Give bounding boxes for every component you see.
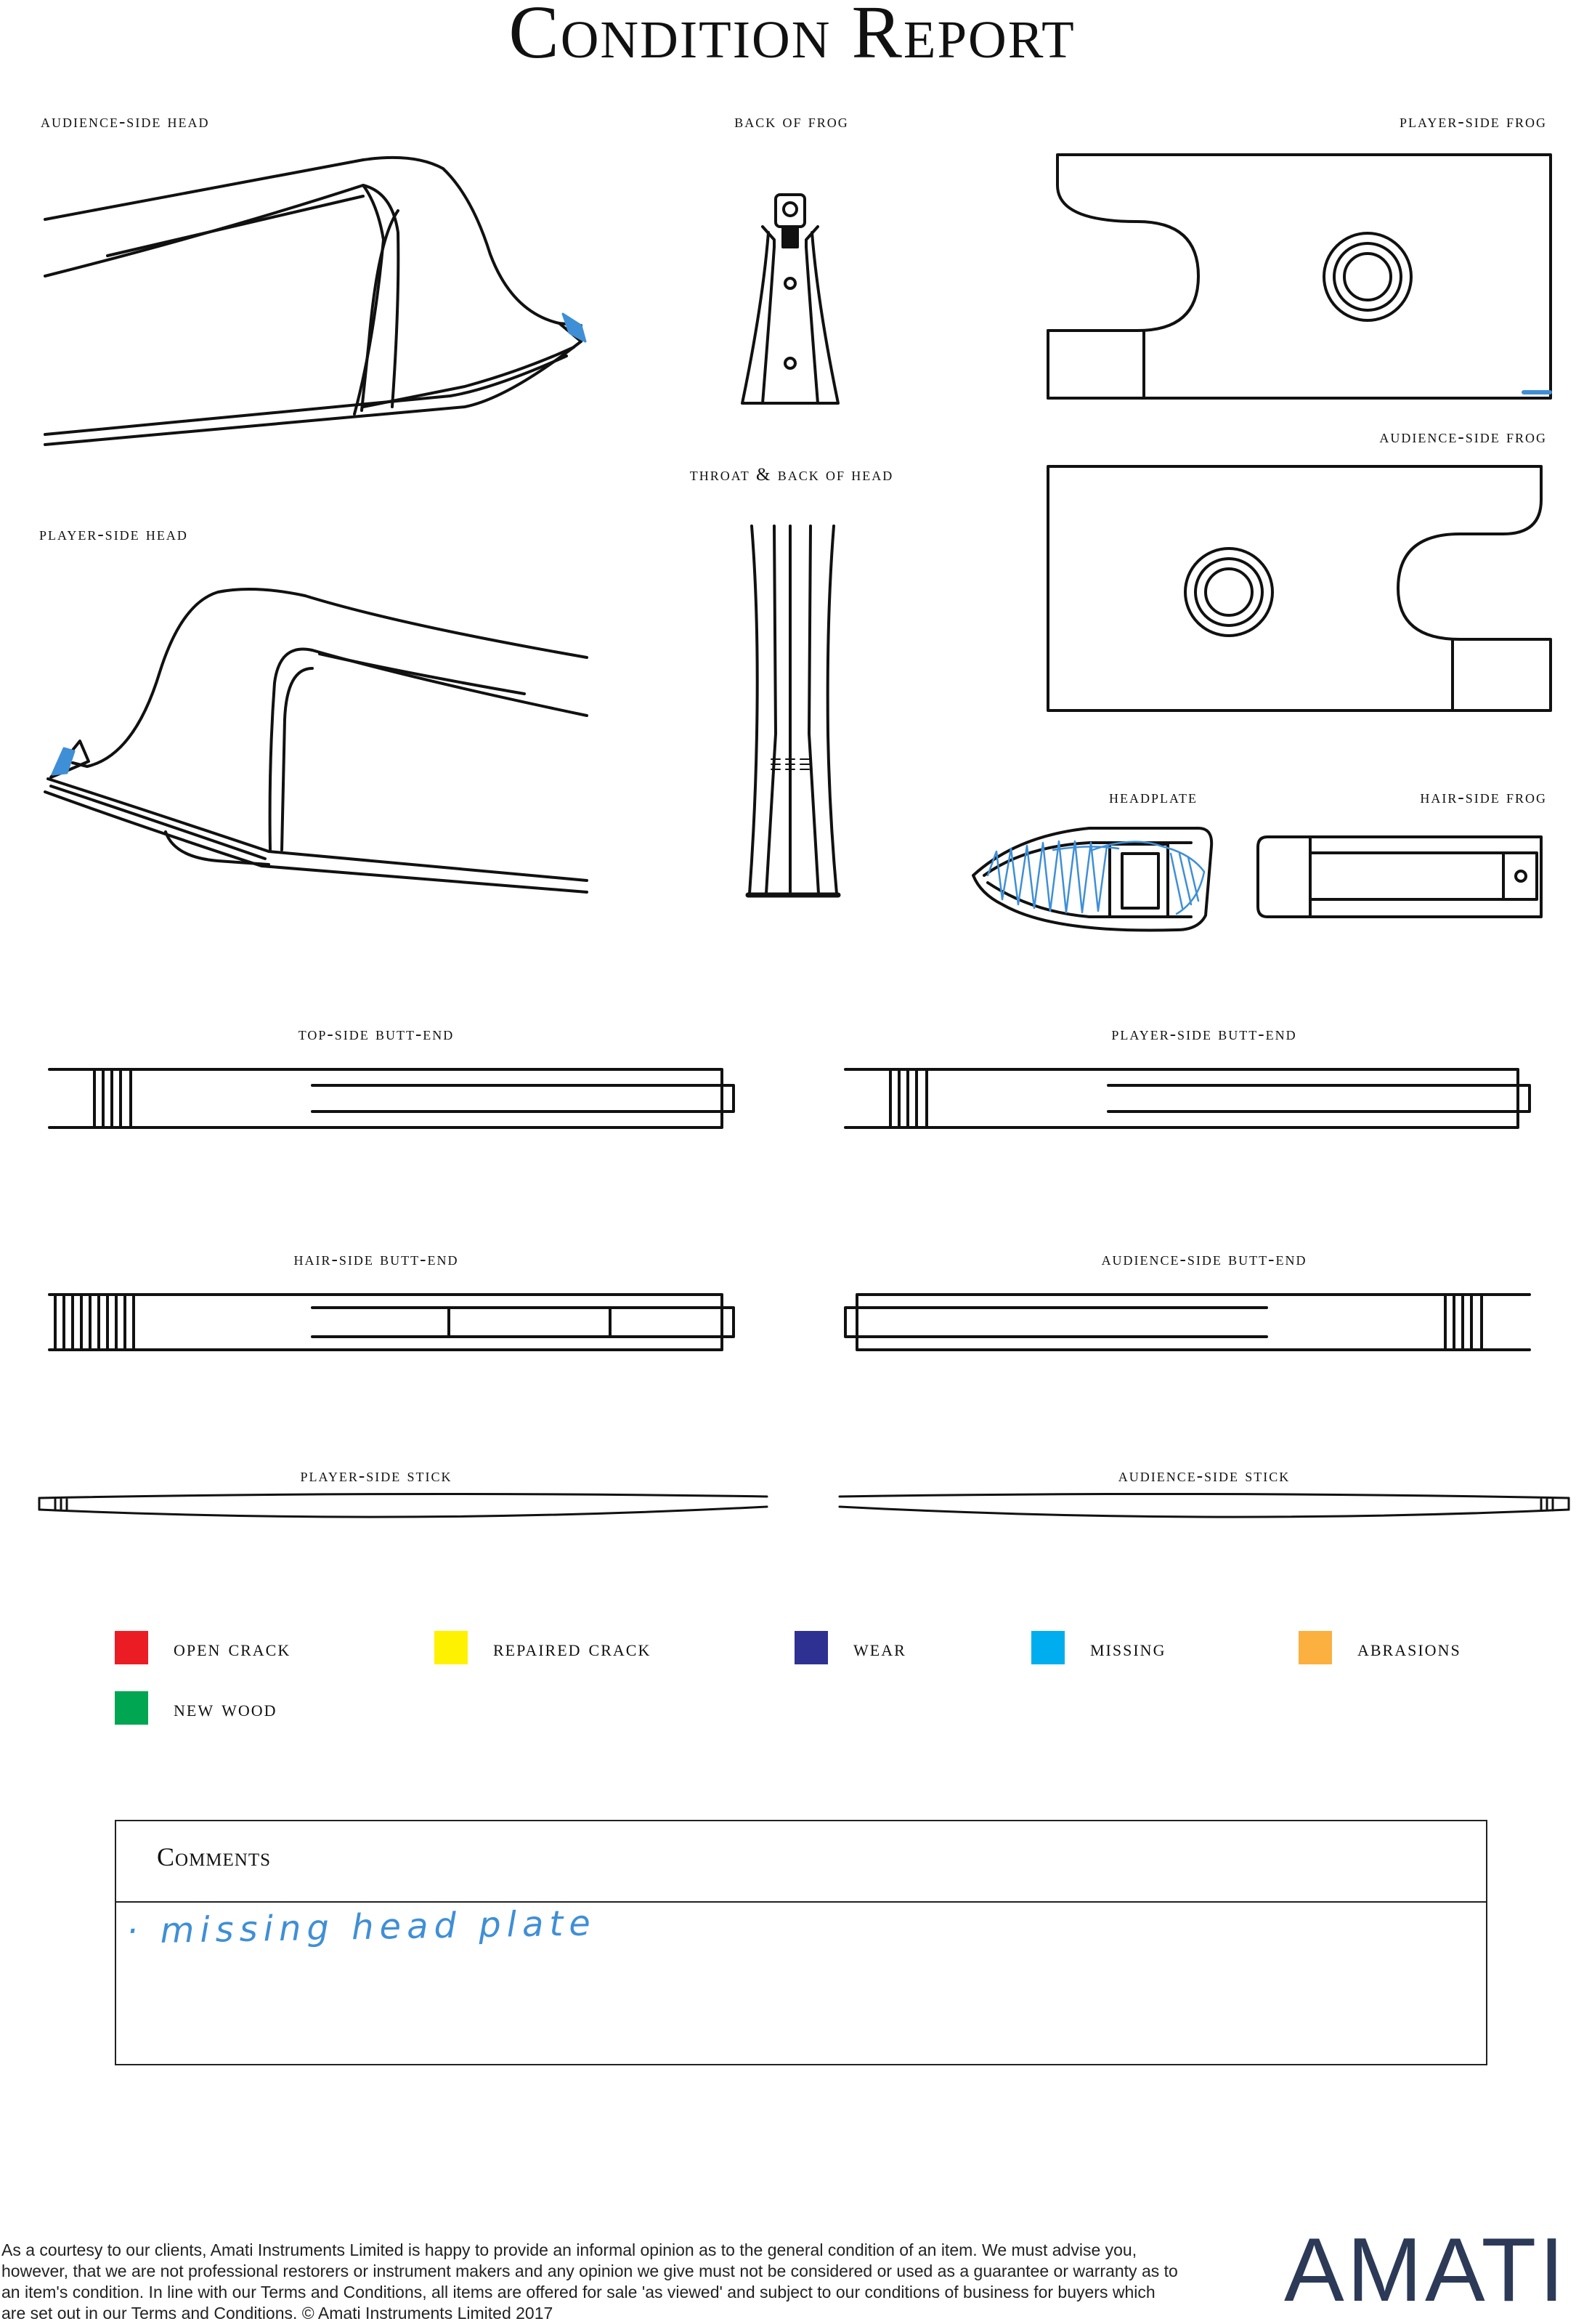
diagram-back-of-frog xyxy=(742,195,838,403)
label-player-side-head: player-side head xyxy=(39,525,188,544)
diagram-hair-side-butt-end xyxy=(49,1295,734,1350)
legend-swatch-red xyxy=(115,1631,148,1664)
label-player-side-butt-end: player-side butt-end xyxy=(1111,1024,1297,1044)
diagram-audience-side-frog xyxy=(1048,466,1551,710)
legend-swatch-orange xyxy=(1299,1631,1332,1664)
legend-label: missing xyxy=(1090,1634,1166,1661)
label-back-of-frog: back of frog xyxy=(734,112,849,131)
page-title: Condition Report xyxy=(508,0,1076,74)
legend-swatch-green xyxy=(115,1691,148,1725)
diagram-player-side-stick xyxy=(39,1494,767,1517)
legend-item-new-wood xyxy=(115,1691,277,1725)
comments-header xyxy=(116,1821,1486,1903)
diagram-player-side-butt-end xyxy=(845,1069,1530,1127)
legend-swatch-yellow xyxy=(434,1631,468,1664)
brand-logo: AMATI xyxy=(1284,2220,1567,2320)
diagram-top-side-butt-end xyxy=(49,1069,734,1127)
legend-label: abrasions xyxy=(1357,1634,1461,1661)
diagram-player-side-head xyxy=(45,589,587,892)
legend-label: new wood xyxy=(174,1694,277,1721)
legend-label: open crack xyxy=(174,1634,291,1661)
comments-title: Comments xyxy=(157,1842,272,1871)
label-player-side-frog: player-side frog xyxy=(1400,112,1547,131)
diagram-hair-side-frog xyxy=(1258,837,1541,917)
diagram-player-side-frog xyxy=(1048,155,1551,398)
diagram-audience-side-stick xyxy=(840,1494,1569,1517)
legend-item-missing xyxy=(1031,1631,1166,1664)
label-player-side-stick: player-side stick xyxy=(300,1466,452,1486)
legend-item-wear xyxy=(795,1631,906,1664)
label-audience-side-stick: audience-side stick xyxy=(1118,1466,1291,1486)
missing-mark-headplate xyxy=(988,841,1204,914)
label-headplate: headplate xyxy=(1109,788,1198,807)
diagram-throat-back-of-head xyxy=(748,526,838,895)
label-top-side-butt-end: top-side butt-end xyxy=(298,1024,455,1044)
comments-entry: · missing head plate xyxy=(126,1903,597,1952)
disclaimer-text: As a courtesy to our clients, Amati Instruments Limited is happy to provide an informal opinion as to the general condition of an item. We must advise you, however, that we are not professional restorers or instrument makers and any opinion we give must not be considered or used as a guarantee or warranty as to an item's condition. In line with our Terms and Conditions, all items are offered for sale 'as viewed' and subject to our conditions of business for buyers which are set out in our Terms and Conditions. © Amati Instruments Limited 2017 xyxy=(1,2240,1178,2323)
diagram-audience-side-butt-end xyxy=(845,1295,1530,1350)
legend-item-open-crack xyxy=(115,1631,291,1664)
legend-item-repaired-crack xyxy=(434,1631,651,1664)
label-hair-side-frog: hair-side frog xyxy=(1420,788,1547,807)
label-audience-side-butt-end: audience-side butt-end xyxy=(1101,1250,1307,1269)
legend-label: repaired crack xyxy=(493,1634,651,1661)
diagram-audience-side-head xyxy=(45,158,581,445)
legend-swatch-dark-blue xyxy=(795,1631,828,1664)
comments-box[interactable] xyxy=(115,1820,1487,2065)
label-hair-side-butt-end: hair-side butt-end xyxy=(293,1250,459,1269)
label-audience-side-frog: audience-side frog xyxy=(1379,427,1547,447)
label-audience-side-head: audience-side head xyxy=(41,112,210,131)
legend-swatch-cyan xyxy=(1031,1631,1065,1664)
legend-label: wear xyxy=(853,1634,906,1661)
legend-item-abrasions xyxy=(1299,1631,1461,1664)
label-throat-back-of-head: throat & back of head xyxy=(689,465,894,485)
